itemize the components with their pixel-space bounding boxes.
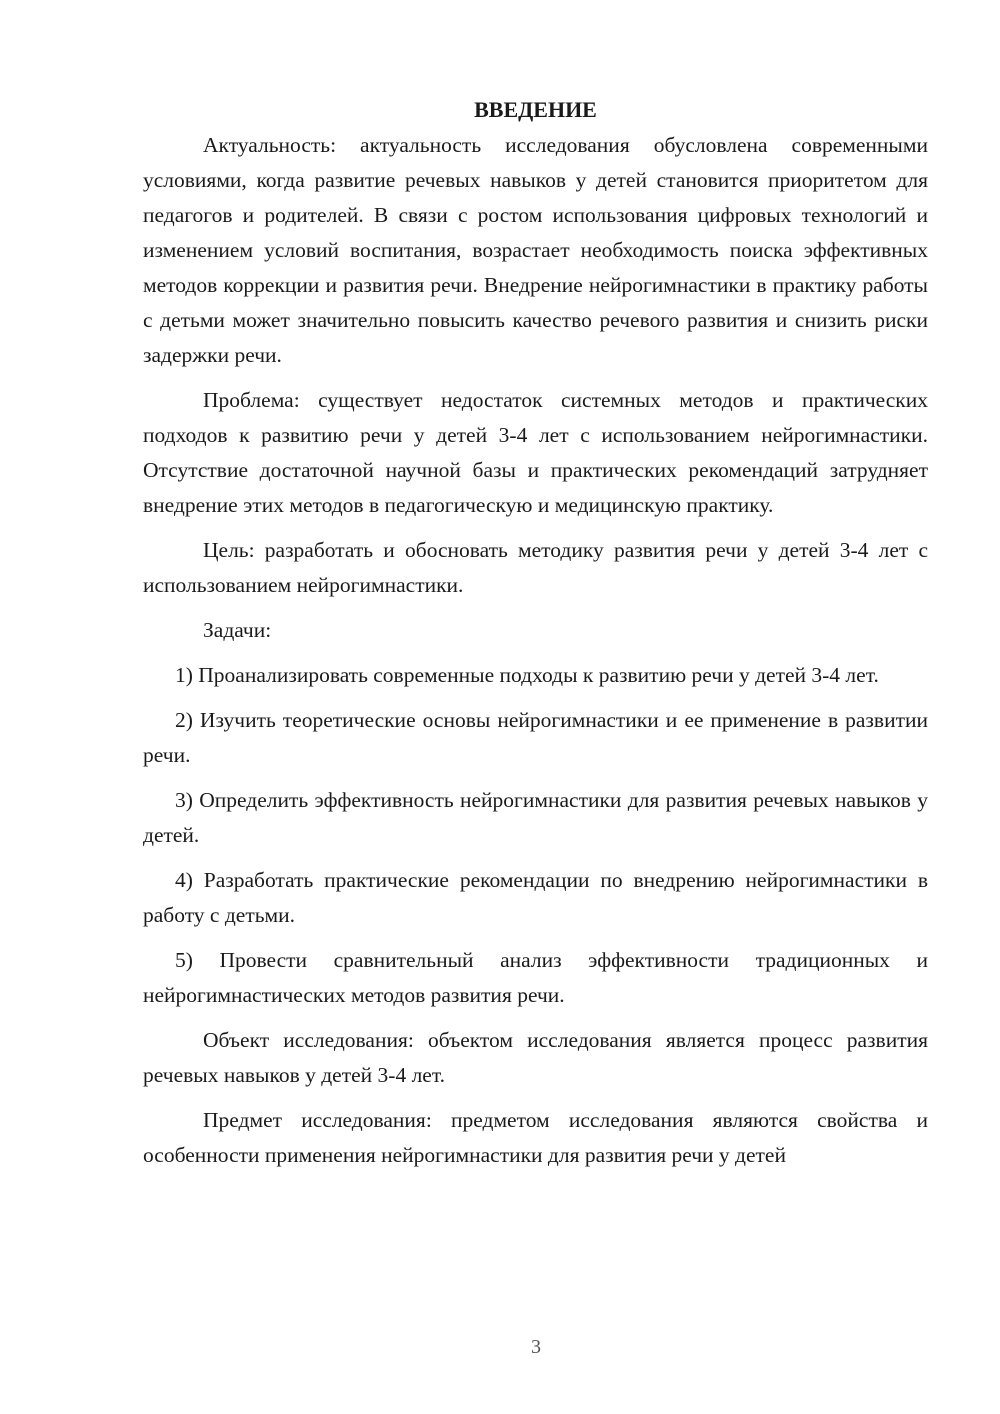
paragraph-goal: Цель: разработать и обосновать методику развития речи у детей 3-4 лет с использованием нейрогимнастики. bbox=[143, 538, 928, 597]
task-item-1: 1) Проанализировать современные подходы к развитию речи у детей 3-4 лет. bbox=[175, 663, 879, 687]
section-heading: ВВЕДЕНИЕ bbox=[474, 97, 597, 122]
task-item-4: 4) Разработать практические рекомендации по внедрению нейрогимнастики в работу с детьми. bbox=[143, 868, 928, 927]
tasks-label: Задачи: bbox=[203, 618, 272, 642]
task-item-3: 3) Определить эффективность нейрогимнастики для развития речевых навыков у детей. bbox=[143, 788, 928, 847]
task-item-2: 2) Изучить теоретические основы нейрогимнастики и ее применение в развитии речи. bbox=[143, 708, 928, 767]
page-number: 3 bbox=[531, 1336, 541, 1358]
task-item-5: 5) Провести сравнительный анализ эффективности традиционных и нейрогимнастических методов развития речи. bbox=[143, 948, 928, 1007]
paragraph-relevance: Актуальность: актуальность исследования обусловлена современными условиями, когда развитие речевых навыков у детей становится приоритетом для педагогов и родителей. В связи с ростом использования цифровых технологий и изменением условий воспитания, возрастает необходимость поиска эффективных методов коррекции и развития речи. Внедрение нейрогимнастики в практику работы с детьми может значительно повысить качество речевого развития и снизить риски задержки речи. bbox=[143, 133, 928, 367]
paragraph-subject: Предмет исследования: предметом исследования являются свойства и особенности применения нейрогимнастики для развития речи у детей bbox=[143, 1108, 928, 1167]
paragraph-object: Объект исследования: объектом исследования является процесс развития речевых навыков у детей 3-4 лет. bbox=[143, 1028, 928, 1087]
document-page bbox=[143, 92, 928, 1183]
paragraph-problem: Проблема: существует недостаток системных методов и практических подходов к развитию речи у детей 3-4 лет с использованием нейрогимнастики. Отсутствие достаточной научной базы и практических рекомендаций затрудняет внедрение этих методов в педагогическую и медицинскую практику. bbox=[143, 388, 928, 517]
